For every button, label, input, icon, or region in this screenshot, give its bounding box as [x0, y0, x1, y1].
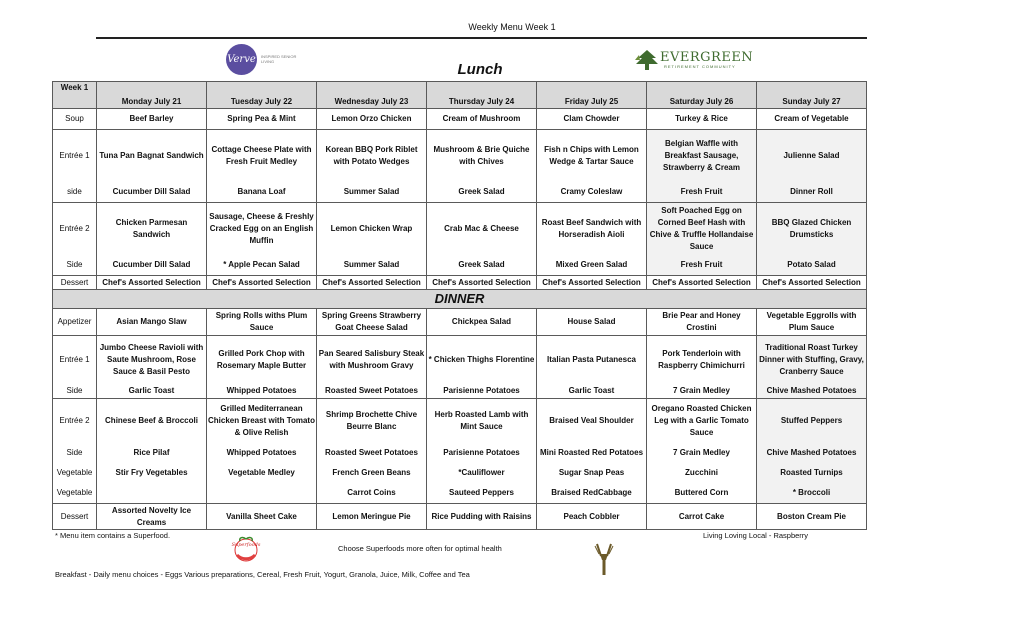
menu-item: Turkey & Rice — [647, 109, 757, 130]
verve-logo — [226, 44, 306, 76]
tree-icon — [634, 49, 660, 71]
menu-item: Pork Tenderloin with Raspberry Chimichurri — [647, 336, 757, 385]
row-label: Vegetable — [53, 462, 97, 483]
menu-item: Boston Cream Pie — [757, 504, 867, 530]
menu-item: * Chicken Thighs Florentine — [427, 336, 537, 385]
menu-item: Tuna Pan Bagnat Sandwich — [97, 130, 207, 183]
menu-item: Roasted Sweet Potatoes — [317, 384, 427, 399]
living-local-note: Living Loving Local - Raspberry — [703, 531, 809, 540]
menu-item: Shrimp Brochette Chive Beurre Blanc — [317, 399, 427, 444]
menu-item: * Apple Pecan Salad — [207, 255, 317, 276]
menu-item: Braised RedCabbage — [537, 483, 647, 504]
superfoods-logo — [228, 533, 264, 563]
menu-item — [207, 483, 317, 504]
menu-item: Chef's Assorted Selection — [317, 276, 427, 290]
utensils-icon — [593, 542, 615, 576]
menu-item: Vegetable Eggrolls with Plum Sauce — [757, 309, 867, 336]
day-header: Saturday July 26 — [647, 82, 757, 109]
menu-item: Pan Seared Salisbury Steak with Mushroom Gravy — [317, 336, 427, 385]
evergreen-logo-text: EVERGREEN — [660, 50, 754, 65]
row-label: Entrée 1 — [53, 130, 97, 183]
menu-item: Stuffed Peppers — [757, 399, 867, 444]
menu-item: Soft Poached Egg on Corned Beef Hash with Chive & Truffle Hollandaise Sauce — [647, 203, 757, 256]
day-header: Sunday July 27 — [757, 82, 867, 109]
menu-item: Julienne Salad — [757, 130, 867, 183]
menu-item: Garlic Toast — [537, 384, 647, 399]
menu-item: Korean BBQ Pork Riblet with Potato Wedges — [317, 130, 427, 183]
menu-item: Chef's Assorted Selection — [207, 276, 317, 290]
day-header: Monday July 21 — [97, 82, 207, 109]
row-label: Side — [53, 443, 97, 462]
menu-item: Cream of Vegetable — [757, 109, 867, 130]
menu-item: Cucumber Dill Salad — [97, 255, 207, 276]
menu-item: Mushroom & Brie Quiche with Chives — [427, 130, 537, 183]
row-label: side — [53, 182, 97, 203]
dinner-heading-row — [53, 290, 867, 309]
dinner-heading: DINNER — [53, 290, 867, 309]
menu-item: Jumbo Cheese Ravioli with Saute Mushroom, Rose Sauce & Basil Pesto — [97, 336, 207, 385]
menu-item: Whipped Potatoes — [207, 384, 317, 399]
menu-item: Greek Salad — [427, 255, 537, 276]
menu-item: Spring Pea & Mint — [207, 109, 317, 130]
menu-item: Chinese Beef & Broccoli — [97, 399, 207, 444]
lunch-heading: Lunch — [457, 61, 503, 78]
menu-item: BBQ Glazed Chicken Drumsticks — [757, 203, 867, 256]
menu-item: Traditional Roast Turkey Dinner with Stuffing, Gravy, Cranberry Sauce — [757, 336, 867, 385]
menu-item: 7 Grain Medley — [647, 443, 757, 462]
menu-item: Chef's Assorted Selection — [97, 276, 207, 290]
menu-item: Zucchini — [647, 462, 757, 483]
menu-item: Chickpea Salad — [427, 309, 537, 336]
page-title: Weekly Menu Week 1 — [468, 22, 556, 32]
menu-item: Summer Salad — [317, 255, 427, 276]
menu-item: Spring Greens Strawberry Goat Cheese Salad — [317, 309, 427, 336]
table-row — [53, 336, 867, 385]
menu-item: Chef's Assorted Selection — [537, 276, 647, 290]
header-divider — [96, 37, 867, 39]
table-header-row — [53, 82, 867, 109]
menu-item: Braised Veal Shoulder — [537, 399, 647, 444]
menu-item: Lemon Chicken Wrap — [317, 203, 427, 256]
menu-item: Parisienne Potatoes — [427, 384, 537, 399]
menu-item: Chicken Parmesan Sandwich — [97, 203, 207, 256]
menu-item: Summer Salad — [317, 182, 427, 203]
table-row — [53, 443, 867, 462]
superfoods-message: Choose Superfoods more often for optimal health — [338, 544, 502, 553]
menu-item: Garlic Toast — [97, 384, 207, 399]
menu-item: Oregano Roasted Chicken Leg with a Garlic Tomato Sauce — [647, 399, 757, 444]
table-row — [53, 203, 867, 256]
menu-item: Parisienne Potatoes — [427, 443, 537, 462]
day-header: Tuesday July 22 — [207, 82, 317, 109]
menu-item: *Cauliflower — [427, 462, 537, 483]
table-row — [53, 309, 867, 336]
menu-item: Vanilla Sheet Cake — [207, 504, 317, 530]
table-row — [53, 182, 867, 203]
menu-item — [97, 483, 207, 504]
menu-item: Fresh Fruit — [647, 255, 757, 276]
row-label: Appetizer — [53, 309, 97, 336]
menu-item: Lemon Meringue Pie — [317, 504, 427, 530]
menu-item: Beef Barley — [97, 109, 207, 130]
menu-item: Carrot Coins — [317, 483, 427, 504]
menu-item: Sausage, Cheese & Freshly Cracked Egg on an English Muffin — [207, 203, 317, 256]
menu-item: Peach Cobbler — [537, 504, 647, 530]
menu-item: Asian Mango Slaw — [97, 309, 207, 336]
menu-item: Italian Pasta Putanesca — [537, 336, 647, 385]
breakfast-note: Breakfast - Daily menu choices - Eggs Various preparations, Cereal, Fresh Fruit, Yogurt, Granola, Juice, Milk, Coffee and Tea — [55, 570, 470, 579]
day-header: Wednesday July 23 — [317, 82, 427, 109]
menu-item: Potato Salad — [757, 255, 867, 276]
menu-item: Roasted Turnips — [757, 462, 867, 483]
table-row — [53, 276, 867, 290]
menu-table — [52, 81, 867, 530]
table-row — [53, 130, 867, 183]
menu-item: Cucumber Dill Salad — [97, 182, 207, 203]
row-label: Soup — [53, 109, 97, 130]
row-label: Vegetable — [53, 483, 97, 504]
menu-item: Mini Roasted Red Potatoes — [537, 443, 647, 462]
menu-item: Rice Pudding with Raisins — [427, 504, 537, 530]
row-label: Side — [53, 255, 97, 276]
superfoods-logo-text: Superfoods — [231, 542, 261, 548]
verve-logo-tagline: INSPIRED SENIOR LIVING — [261, 54, 297, 64]
row-label: Dessert — [53, 276, 97, 290]
menu-item: Grilled Pork Chop with Rosemary Maple Butter — [207, 336, 317, 385]
table-row — [53, 255, 867, 276]
menu-item: Carrot Cake — [647, 504, 757, 530]
menu-item: Spring Rolls withs Plum Sauce — [207, 309, 317, 336]
menu-item: Fish n Chips with Lemon Wedge & Tartar Sauce — [537, 130, 647, 183]
day-header: Thursday July 24 — [427, 82, 537, 109]
menu-item: Herb Roasted Lamb with Mint Sauce — [427, 399, 537, 444]
tomato-icon — [228, 533, 264, 563]
menu-item: Roast Beef Sandwich with Horseradish Aioli — [537, 203, 647, 256]
menu-item: Crab Mac & Cheese — [427, 203, 537, 256]
menu-item: Cramy Coleslaw — [537, 182, 647, 203]
menu-item: Lemon Orzo Chicken — [317, 109, 427, 130]
menu-item: Mixed Green Salad — [537, 255, 647, 276]
menu-item: Whipped Potatoes — [207, 443, 317, 462]
superfood-footnote: * Menu item contains a Superfood. — [55, 531, 171, 540]
day-header: Friday July 25 — [537, 82, 647, 109]
week-label: Week 1 — [53, 82, 97, 109]
table-row — [53, 483, 867, 504]
menu-item: Chive Mashed Potatoes — [757, 384, 867, 399]
row-label: Entrée 1 — [53, 336, 97, 385]
table-row — [53, 384, 867, 399]
menu-item: Clam Chowder — [537, 109, 647, 130]
menu-item: Brie Pear and Honey Crostini — [647, 309, 757, 336]
menu-item: Chive Mashed Potatoes — [757, 443, 867, 462]
row-label: Dessert — [53, 504, 97, 530]
menu-item: Roasted Sweet Potatoes — [317, 443, 427, 462]
menu-item: Chef's Assorted Selection — [757, 276, 867, 290]
table-row — [53, 399, 867, 444]
menu-item: Chef's Assorted Selection — [647, 276, 757, 290]
menu-item: Rice Pilaf — [97, 443, 207, 462]
menu-item: Fresh Fruit — [647, 182, 757, 203]
table-row — [53, 462, 867, 483]
menu-item: Cottage Cheese Plate with Fresh Fruit Medley — [207, 130, 317, 183]
menu-item: Belgian Waffle with Breakfast Sausage, Strawberry & Cream — [647, 130, 757, 183]
menu-item: Greek Salad — [427, 182, 537, 203]
evergreen-logo-tagline: RETIREMENT COMMUNITY — [664, 64, 736, 69]
menu-item: Assorted Novelty Ice Creams — [97, 504, 207, 530]
table-row — [53, 109, 867, 130]
menu-item: 7 Grain Medley — [647, 384, 757, 399]
menu-item: House Salad — [537, 309, 647, 336]
menu-item: * Broccoli — [757, 483, 867, 504]
menu-item: Vegetable Medley — [207, 462, 317, 483]
menu-item: Banana Loaf — [207, 182, 317, 203]
row-label: Entrée 2 — [53, 203, 97, 256]
menu-item: Dinner Roll — [757, 182, 867, 203]
row-label: Entrée 2 — [53, 399, 97, 444]
menu-item: Buttered Corn — [647, 483, 757, 504]
row-label: Side — [53, 384, 97, 399]
evergreen-logo — [634, 49, 764, 73]
menu-item: French Green Beans — [317, 462, 427, 483]
table-row — [53, 504, 867, 530]
menu-item: Cream of Mushroom — [427, 109, 537, 130]
menu-item: Chef's Assorted Selection — [427, 276, 537, 290]
menu-item: Sugar Snap Peas — [537, 462, 647, 483]
verve-logo-mark: Verve — [226, 44, 257, 75]
menu-item: Sauteed Peppers — [427, 483, 537, 504]
menu-item: Stir Fry Vegetables — [97, 462, 207, 483]
menu-item: Grilled Mediterranean Chicken Breast with Tomato & Olive Relish — [207, 399, 317, 444]
